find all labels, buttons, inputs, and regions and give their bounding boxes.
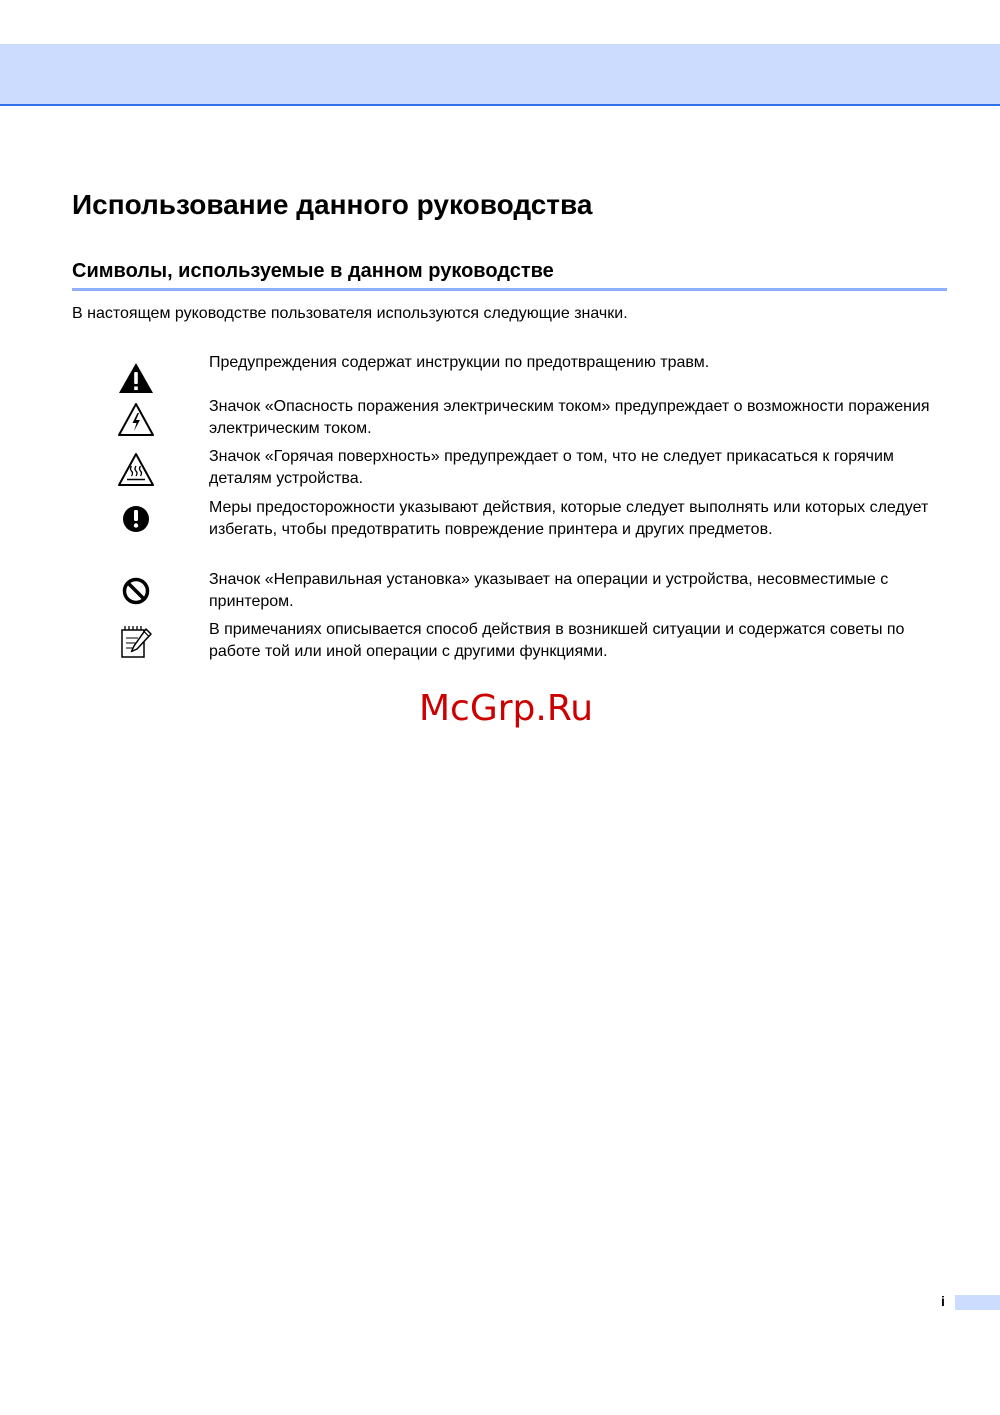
warning-icon xyxy=(116,358,156,398)
symbol-text-caution: Меры предосторожности указывают действия, которые следует выполнять или которых следует избегать, чтобы предотвратить повреждение принтера и других предметов. xyxy=(209,499,929,538)
hot-surface-icon xyxy=(116,450,156,490)
page-tab xyxy=(955,1295,1000,1310)
note-icon xyxy=(116,621,156,661)
watermark: McGrp.Ru xyxy=(418,688,594,729)
caution-icon xyxy=(116,499,156,539)
header-band xyxy=(0,44,1000,106)
improper-setup-icon xyxy=(116,571,156,611)
intro-paragraph: В настоящем руководстве пользователя используются следующие значки. xyxy=(72,305,628,322)
symbol-text-electrical-hazard: Значок «Опасность поражения электрическим током» предупреждает о возможности поражения электрическим током. xyxy=(209,398,930,437)
page-title: Использование данного руководства xyxy=(72,189,593,220)
symbol-text-note: В примечаниях описывается способ действия в возникшей ситуации и содержатся советы по работе той или иной операции с другими функциями. xyxy=(209,621,905,660)
page-number: i xyxy=(941,1293,945,1309)
symbol-text-hot-surface: Значок «Горячая поверхность» предупреждает о том, что не следует прикасаться к горячим деталям устройства. xyxy=(209,448,894,487)
symbol-text-improper-setup: Значок «Неправильная установка» указывает на операции и устройства, несовместимые с принтером. xyxy=(209,571,889,610)
symbol-text-warning: Предупреждения содержат инструкции по предотвращению травм. xyxy=(209,354,710,371)
electrical-hazard-icon xyxy=(116,400,156,440)
section-title: Символы, используемые в данном руководстве xyxy=(72,257,947,291)
